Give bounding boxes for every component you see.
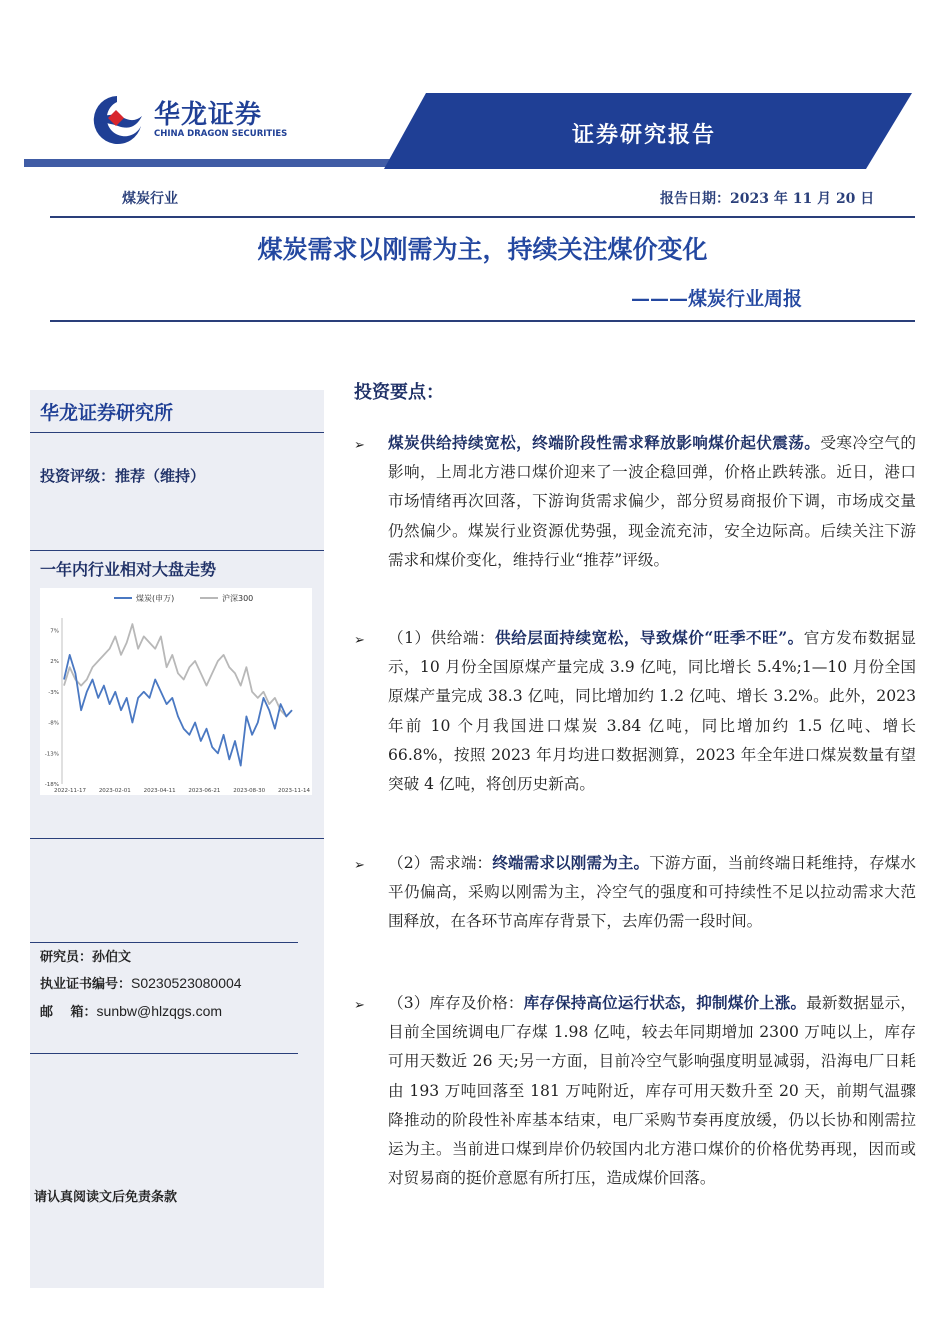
x-tick-label: 2023-02-01 (98, 788, 131, 794)
industry-label: 煤炭行业 (122, 191, 178, 207)
dragon-logo-icon (88, 92, 146, 148)
key-points-heading: 投资要点： (354, 382, 444, 403)
sidebar-divider (30, 1053, 298, 1054)
company-logo (88, 90, 298, 150)
supply-paragraph: （1）供给端：供给层面持续宽松，导致煤价“旺季不旺”。官方发布数据显示，10 月份全国原煤产量完成 3.9 亿吨，同比增长 5.4%;1—10 月份全国原煤产量完成 38.3 亿吨，同比增加约 1.2 亿吨、增长 3.2%。此外，2023 年前 10 个月我国进口煤炭 3.84 亿吨，同比增加约 1.5 亿吨、增长 66.8%，按照 2023 年月均进口数据测算，2023 年全年进口煤炭数量有望突破 4 亿吨，将创历史新高。 (388, 628, 916, 794)
y-tick-label: -8% (48, 720, 59, 727)
demand-paragraph: （2）需求端：终端需求以刚需为主。下游方面，当前终端日耗维持，存煤水平仍偏高，采购以刚需为主，冷空气的强度和可持续性不足以拉动需求大范围释放，在各环节高库存背景下，去库仍需一段时间。 (388, 853, 916, 931)
bullet-arrow-icon: ➢ (354, 633, 365, 648)
report-date-label: 报告日期： (660, 191, 730, 207)
legend-label: 煤炭(申万) (136, 594, 175, 603)
y-tick-label: 7% (50, 628, 59, 635)
institute-name: 华龙证券研究所 (40, 402, 174, 424)
report-subtitle: ———煤炭行业周报 (630, 288, 802, 310)
relative-performance-chart (40, 588, 312, 795)
title-divider (50, 320, 915, 322)
report-date-value: 2023 年 11 月 20 日 (730, 191, 875, 207)
y-tick-label: -13% (44, 751, 59, 758)
sidebar-divider (30, 838, 324, 839)
inventory-price-paragraph: （3）库存及价格：库存保持高位运行状态，抑制煤价上涨。最新数据显示，目前全国统调电厂存煤 1.98 亿吨，较去年同期增加 2300 万吨以上，库存可用天数近 26 天;另一方面，目前冷空气影响强度明显减弱，沿海电厂日耗由 193 万吨回落至 181 万吨附近，库存可用天数升至 20 天，前期气温骤降推动的阶段性补库基本结束，电厂采购节奏再度放缓，仍以长协和刚需拉运为主。当前进口煤到岸价仍较国内北方港口煤价的价格优势再现，因而或对贸易商的挺价意愿有所打压，造成煤价回落。 (388, 993, 916, 1188)
key-point-paragraph: 煤炭供给持续宽松，终端阶段性需求释放影响煤价起伏震荡。受寒冷空气的影响，上周北方港口煤价迎来了一波企稳回弹，价格止跌转涨。近日，港口市场情绪再次回落，下游询货需求偏少，部分贸易商报价下调，市场成交量仍然偏少。煤炭行业资源优势强，现金流充沛，安全边际高。后续关注下游需求和煤价变化，维持行业“推荐”评级。 (388, 433, 916, 569)
certificate-number: 执业证书编号：S0230523080004 (40, 975, 242, 992)
sidebar-divider (30, 942, 298, 943)
logo-text-cn: 华龙证券 (154, 100, 263, 130)
series-line (64, 624, 292, 716)
report-title: 煤炭需求以刚需为主，持续关注煤价变化 (257, 235, 708, 264)
bullet-arrow-icon: ➢ (354, 998, 365, 1013)
chart-title: 一年内行业相对大盘走势 (40, 560, 217, 579)
x-tick-label: 2022-11-17 (54, 788, 86, 794)
sidebar-divider (30, 432, 324, 433)
report-date (660, 188, 874, 208)
sidebar-panel (30, 390, 324, 1288)
y-tick-label: 2% (50, 659, 59, 666)
analyst-name: 研究员：孙伯文 (40, 950, 132, 965)
disclaimer-note: 请认真阅读文后免责条款 (34, 1190, 178, 1205)
investment-rating: 投资评级：推荐（维持） (40, 467, 206, 485)
y-tick-label: -3% (48, 689, 59, 696)
x-tick-label: 2023-08-30 (233, 788, 266, 794)
sidebar-divider (30, 550, 324, 551)
chart-svg (40, 588, 312, 795)
y-tick-label: -18% (44, 782, 59, 788)
logo-text-en: CHINA DRAGON SECURITIES (154, 129, 288, 139)
x-tick-label: 2023-11-14 (278, 788, 310, 794)
report-type-label: 证券研究报告 (572, 122, 717, 148)
bullet-arrow-icon: ➢ (354, 438, 365, 453)
x-tick-label: 2023-06-21 (188, 788, 221, 794)
bullet-arrow-icon: ➢ (354, 858, 365, 873)
x-tick-label: 2023-04-11 (143, 788, 176, 794)
legend-label: 沪深300 (222, 594, 254, 603)
analyst-email[interactable]: 邮 箱：sunbw@hlzqgs.com (40, 1003, 223, 1020)
header-divider (50, 216, 915, 218)
